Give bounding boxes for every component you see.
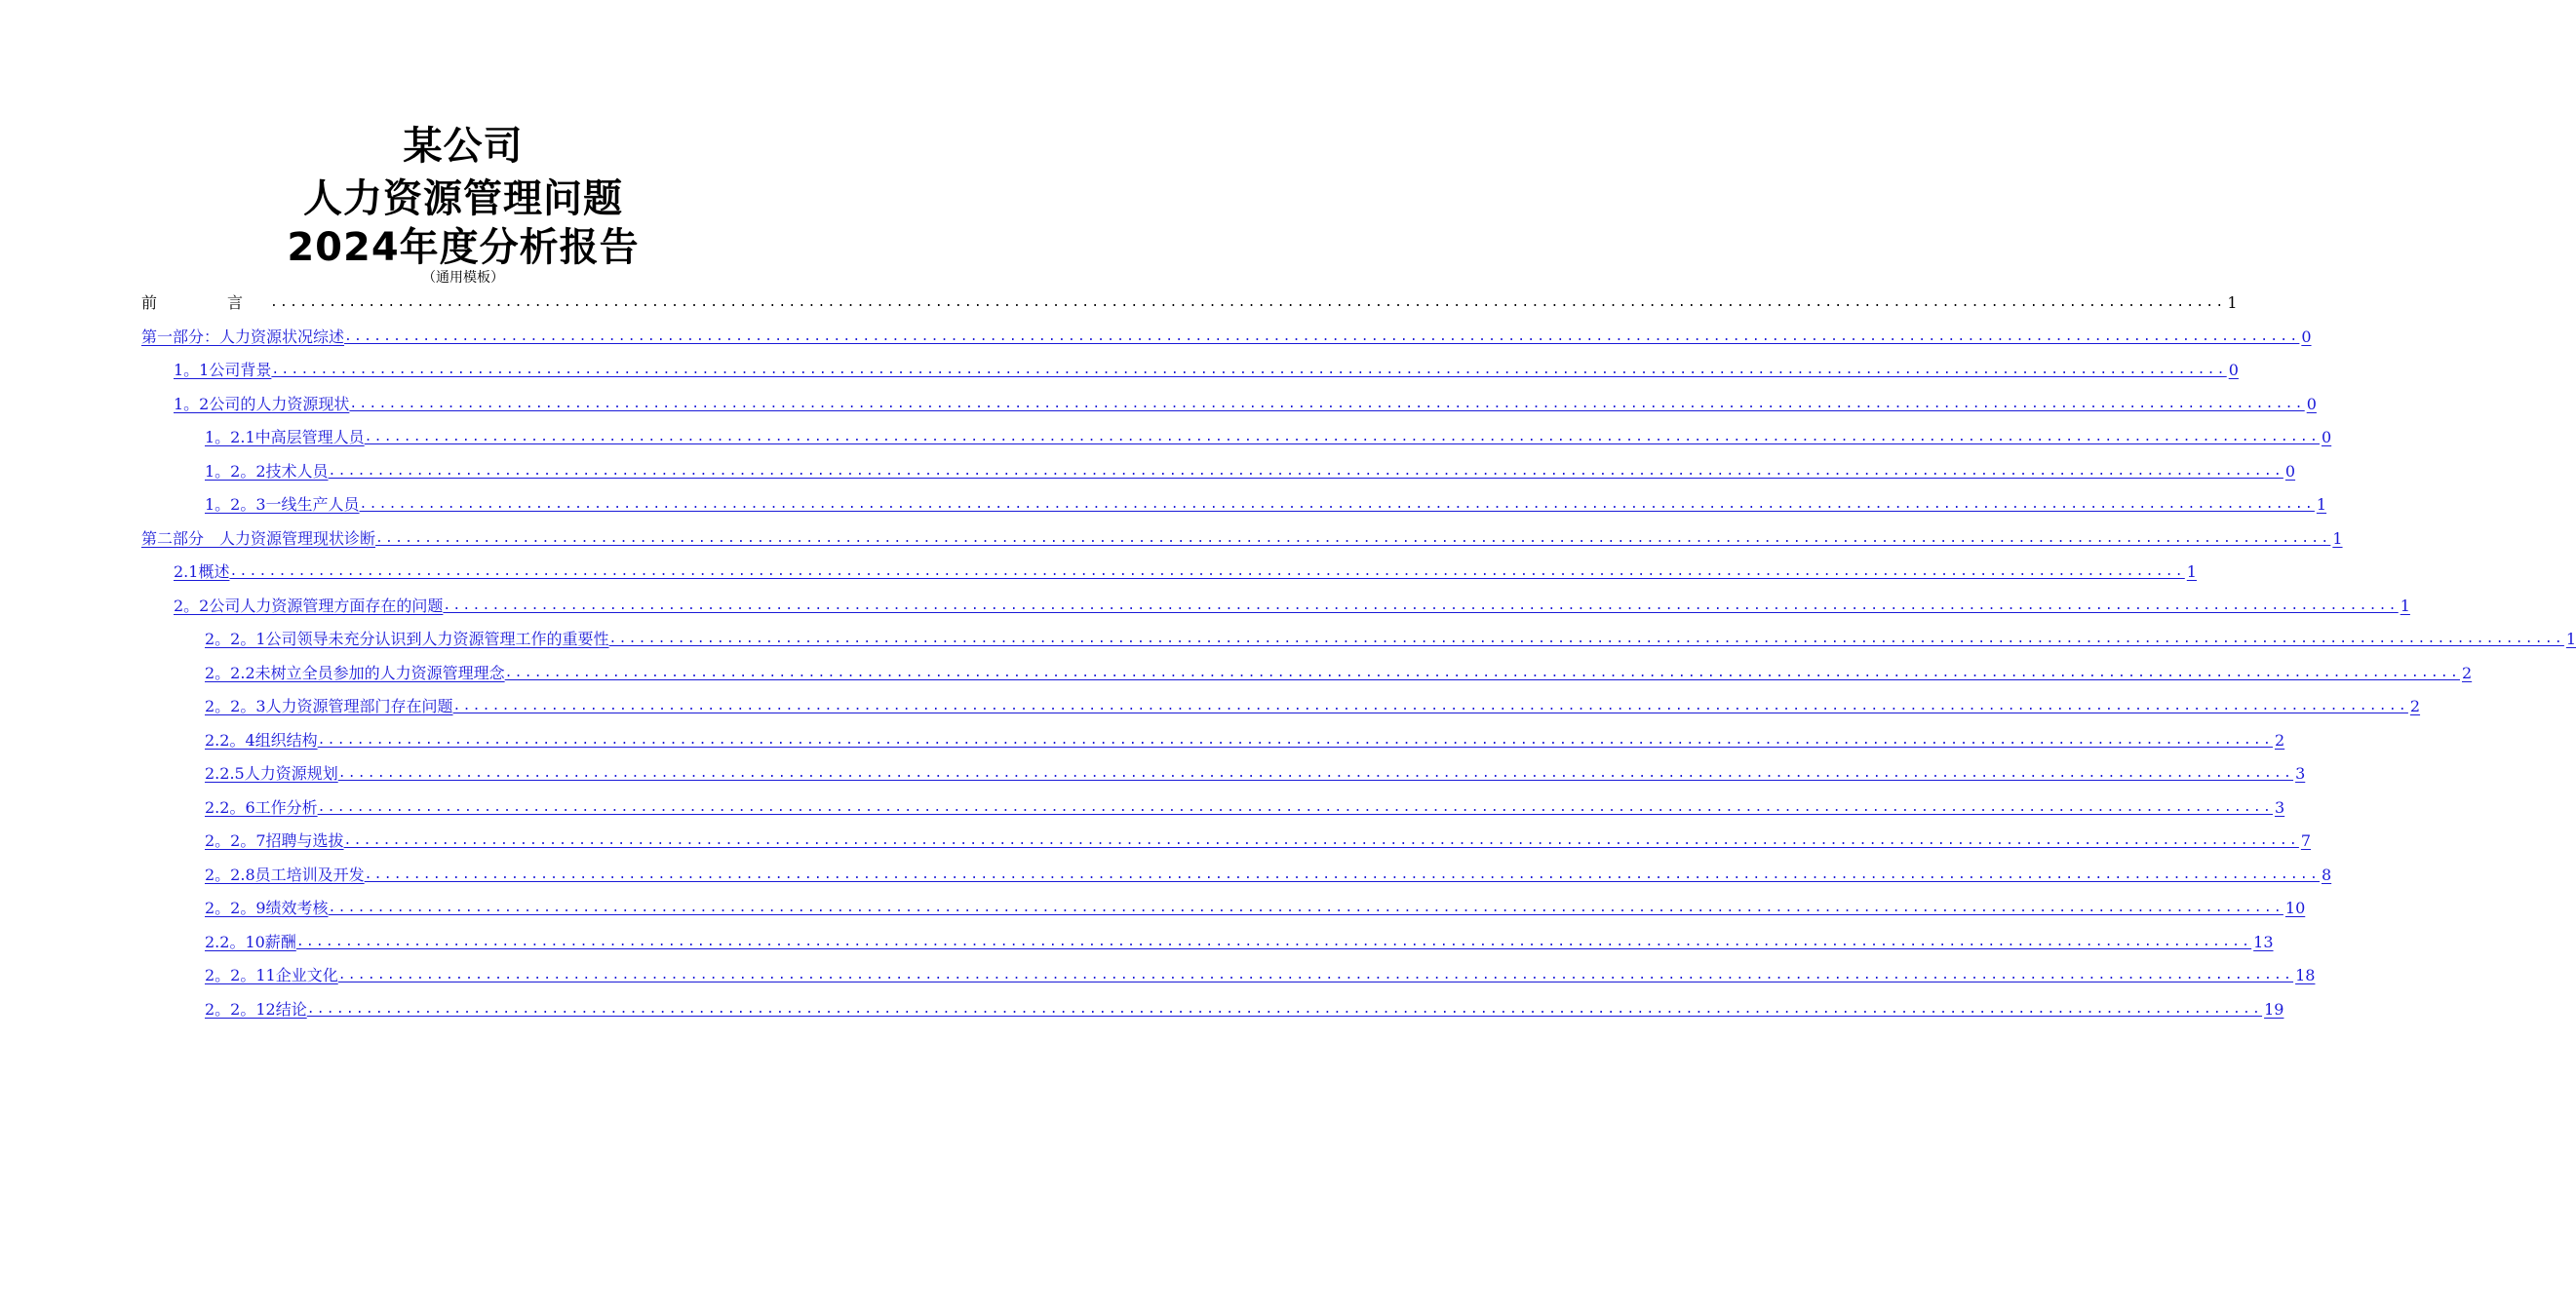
- toc-link[interactable]: [205, 828, 2312, 852]
- toc-label: 2。2。7招聘与选拔: [205, 831, 344, 850]
- toc-label: 第二部分 人力资源管理现状诊断: [141, 528, 376, 548]
- toc-label: 1。2。2技术人员: [205, 461, 329, 481]
- toc-page-number: 1: [2186, 562, 2197, 581]
- toc-page-number: 1: [2316, 495, 2327, 514]
- toc-link[interactable]: [174, 559, 2197, 583]
- toc-link[interactable]: [174, 594, 2410, 617]
- toc-link[interactable]: [205, 997, 2284, 1021]
- toc-page-number: 13: [2253, 932, 2274, 951]
- toc-link[interactable]: [205, 863, 2332, 886]
- toc-page-number: 1: [2227, 293, 2238, 312]
- title-topic: 人力资源管理问题: [303, 176, 623, 221]
- title-company: 某公司: [403, 124, 524, 169]
- toc-label: 2.1概述: [174, 562, 230, 581]
- toc-label: 1。1公司背景: [174, 361, 272, 379]
- toc-link[interactable]: [205, 896, 2306, 919]
- toc-leader-dots: ........................................................................................................................................................................................................: [443, 597, 2399, 613]
- toc-label: 2.2.5人力资源规划: [205, 764, 338, 783]
- toc-link[interactable]: [205, 930, 2274, 953]
- subtitle: （通用模板）: [422, 270, 504, 286]
- toc-leader-dots: ........................................................................................................................................................................................................: [317, 732, 2273, 748]
- toc-page-number: 7: [2300, 831, 2312, 850]
- toc-label: 1。2公司的人力资源现状: [174, 394, 350, 413]
- toc-leader-dots: ........................................................................................................................................................................................................: [337, 968, 2294, 982]
- toc-link[interactable]: [205, 459, 2296, 482]
- toc-leader-dots: ........................................................................................................................................................................................................: [364, 430, 2320, 444]
- toc-page-number: 2: [2461, 663, 2473, 682]
- toc-page-number: 3: [2274, 797, 2285, 817]
- toc-label: 1。2。3一线生产人员: [205, 495, 360, 514]
- toc-leader-dots: ........................................................................................................................................................................................................: [452, 699, 2408, 713]
- toc-leader-dots: ........................................................................................................................................................................................................: [359, 497, 2315, 512]
- toc-link[interactable]: [141, 526, 2343, 550]
- toc-label: 2。2。12结论: [205, 999, 307, 1019]
- toc-page-number: 1: [2565, 630, 2576, 648]
- toc-leader-dots: ........................................................................................................................................................................................................: [349, 396, 2305, 411]
- toc-page-number: 0: [2306, 394, 2317, 413]
- toc-leader-dots: ........................................................................................................................................................................................................: [375, 530, 2331, 546]
- toc-leader-dots: ........................................................................................................................................................................................................: [608, 632, 2564, 646]
- toc-link[interactable]: [205, 728, 2285, 751]
- toc-page-number: 8: [2321, 865, 2332, 884]
- toc-leader-dots: ........................................................................................................................................................................................................: [364, 867, 2320, 882]
- toc-label: 第一部分：人力资源状况综述: [141, 327, 345, 346]
- toc-link[interactable]: [205, 694, 2421, 717]
- toc-label: 2.2。4组织结构: [205, 730, 318, 750]
- toc-entry: [141, 290, 2238, 314]
- toc-link[interactable]: [205, 627, 2576, 650]
- toc-page-number: 3: [2295, 764, 2306, 783]
- toc-label: 2。2.8员工培训及开发: [205, 865, 365, 884]
- toc-link[interactable]: [205, 761, 2306, 785]
- toc-page-number: 0: [2228, 361, 2239, 379]
- toc-link[interactable]: [141, 325, 2312, 348]
- toc-leader-dots: ........................................................................................................................................................................................................: [229, 564, 2185, 579]
- toc-link[interactable]: [205, 795, 2285, 819]
- toc-link[interactable]: [205, 661, 2473, 684]
- toc-label: 2.2。6工作分析: [205, 797, 318, 817]
- toc-label: 2。2。1公司领导未充分认识到人力资源管理工作的重要性: [205, 630, 609, 648]
- toc-label: 1。2.1中高层管理人员: [205, 428, 365, 446]
- toc-page-number: 2: [2409, 697, 2421, 715]
- title-report: 2024年度分析报告: [287, 225, 640, 270]
- toc-leader-dots: ........................................................................................................................................................................................................: [295, 934, 2252, 949]
- toc-leader-dots: ........................................................................................................................................................................................................: [271, 363, 2227, 377]
- toc-leader-dots: ........................................................................................................................................................................................................: [306, 1001, 2263, 1017]
- toc-label: 2。2。9绩效考核: [205, 899, 329, 917]
- toc-page-number: 1: [2332, 528, 2343, 548]
- toc-page-number: 19: [2264, 999, 2284, 1019]
- toc-leader-dots: ........................................................................................................................................................................................................: [328, 901, 2283, 915]
- toc-label: 2.2。10薪酬: [205, 932, 296, 951]
- toc-label: 2。2.2未树立全员参加的人力资源管理理念: [205, 663, 505, 682]
- toc-label: 2。2公司人力资源管理方面存在的问题: [174, 596, 444, 615]
- toc-leader-dots: ........................................................................................................................................................................................................: [337, 766, 2294, 781]
- toc-leader-dots: ........................................................................................................................................................................................................: [270, 295, 2226, 310]
- toc-page-number: 2: [2274, 730, 2285, 750]
- toc-leader-dots: ........................................................................................................................................................................................................: [328, 463, 2283, 479]
- toc-link[interactable]: [174, 392, 2317, 415]
- toc-link[interactable]: [205, 963, 2316, 986]
- toc-page-number: 0: [2301, 327, 2312, 346]
- toc-page-number: 0: [2284, 461, 2296, 481]
- toc-page-number: 18: [2295, 966, 2316, 984]
- toc-label: 2。2。11企业文化: [205, 966, 338, 984]
- toc-link[interactable]: [174, 358, 2239, 381]
- toc-leader-dots: ........................................................................................................................................................................................................: [344, 328, 2300, 344]
- toc-link[interactable]: [205, 425, 2332, 448]
- toc-leader-dots: ........................................................................................................................................................................................................: [504, 665, 2460, 680]
- toc-page-number: 0: [2321, 428, 2332, 446]
- toc-label: 前 言: [141, 293, 271, 312]
- toc-page-number: 10: [2284, 899, 2306, 917]
- toc-page-number: 1: [2400, 596, 2410, 615]
- toc-link[interactable]: [205, 492, 2327, 516]
- toc-leader-dots: ........................................................................................................................................................................................................: [343, 833, 2299, 848]
- toc-label: 2。2。3人力资源管理部门存在问题: [205, 697, 453, 715]
- toc-leader-dots: ........................................................................................................................................................................................................: [317, 799, 2273, 815]
